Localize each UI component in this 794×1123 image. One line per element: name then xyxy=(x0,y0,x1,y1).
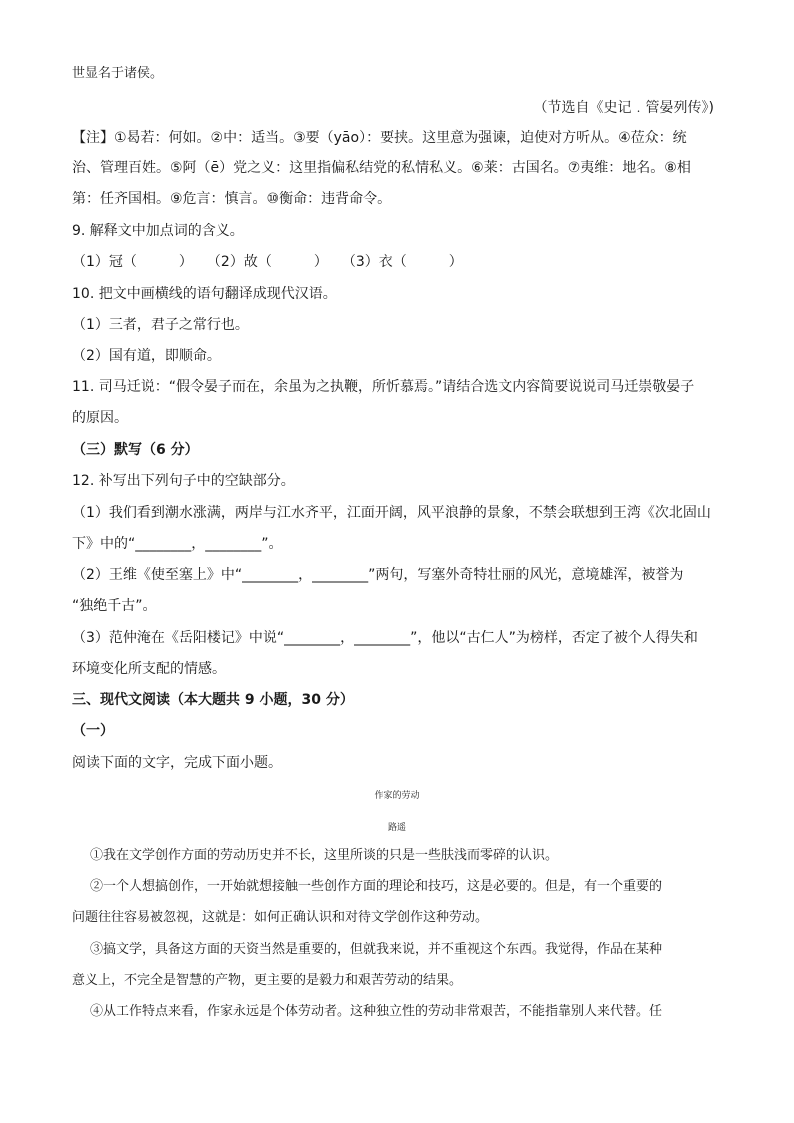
question-11-cont: 的原因。 xyxy=(72,410,128,426)
text-line: 世显名于诸侯。 xyxy=(72,66,164,81)
paragraph-line: ④从工作特点来看，作家永远是个体劳动者。这种独立性的劳动非常艰苦，不能指靠别人来代替。任 xyxy=(90,1004,663,1019)
paragraph-line: 意义上，不完全是智慧的产物，更主要的是毅力和艰苦劳动的结果。 xyxy=(72,973,463,988)
paragraph-line: ③搞文学，具备这方面的天资当然是重要的，但就我来说，并不重视这个东西。我觉得，作品在某种 xyxy=(90,942,663,957)
section-heading: 三、现代文阅读（本大题共 9 小题，30 分） xyxy=(72,692,354,708)
question-12-item: （3）范仲淹在《岳阳楼记》中说“________，________”，他以“古仁人”为榜样，否定了被个人得失和 xyxy=(72,630,698,646)
article-author: 路遥 xyxy=(387,823,406,833)
question-10-item: （1）三者，君子之常行也。 xyxy=(72,317,249,333)
instruction: 阅读下面的文字，完成下面小题。 xyxy=(72,755,282,771)
annotation-line: 治、管理百姓。⑤阿（ē）党之义：这里指偏私结党的私情私义。⑥莱：古国名。⑦夷维：地名。⑧相 xyxy=(72,160,691,176)
subsection-heading: （一） xyxy=(72,723,114,739)
question-12-item-cont: 环境变化所支配的情感。 xyxy=(72,661,226,677)
question-12-item: （2）王维《使至塞上》中“________，________”两句，写塞外奇特壮丽的风光，意境雄浑，被誉为 xyxy=(72,567,684,583)
question-12: 12. 补写出下列句子中的空缺部分。 xyxy=(72,473,295,489)
source-citation: （节选自《史记﹒管晏列传》) xyxy=(533,100,714,116)
question-12-item: （1）我们看到潮水涨满，两岸与江水齐平，江面开阔，风平浪静的景象，不禁会联想到王湾《次北固山 xyxy=(72,505,711,521)
question-9-blanks: （1）冠（ ） （2）故（ ） （3）衣（ ） xyxy=(72,254,463,270)
question-9: 9. 解释文中加点词的含义。 xyxy=(72,223,244,239)
question-12-item-cont: “独绝千古”。 xyxy=(72,598,157,614)
paragraph-line: 问题往往容易被忽视，这就是：如何正确认识和对待文学创作这种劳动。 xyxy=(72,910,489,925)
question-10-item: （2）国有道，即顺命。 xyxy=(72,348,221,364)
question-12-item-cont: 下》中的“________，________”。 xyxy=(72,536,283,552)
annotation-line: 【注】①曷若：何如。②中：适当。③要（yāo）：要挟。这里意为强谏，迫使对方听从。④莅众：统 xyxy=(72,130,687,146)
section-heading: （三）默写（6 分） xyxy=(72,442,199,458)
paragraph-line: ②一个人想搞创作，一开始就想接触一些创作方面的理论和技巧，这是必要的。但是，有一个重要的 xyxy=(90,879,663,894)
annotation-line: 第：任齐国相。⑨危言：慎言。⑩衡命：违背命令。 xyxy=(72,191,392,207)
question-10: 10. 把文中画横线的语句翻译成现代汉语。 xyxy=(72,286,337,302)
paragraph-line: ①我在文学创作方面的劳动历史并不长，这里所谈的只是一些肤浅而零碎的认识。 xyxy=(90,848,559,863)
article-title: 作家的劳动 xyxy=(374,791,420,801)
question-11: 11. 司马迁说：“假令晏子而在，余虽为之执鞭，所忻慕焉。”请结合选文内容简要说说司马迁崇敬晏子 xyxy=(72,379,695,395)
